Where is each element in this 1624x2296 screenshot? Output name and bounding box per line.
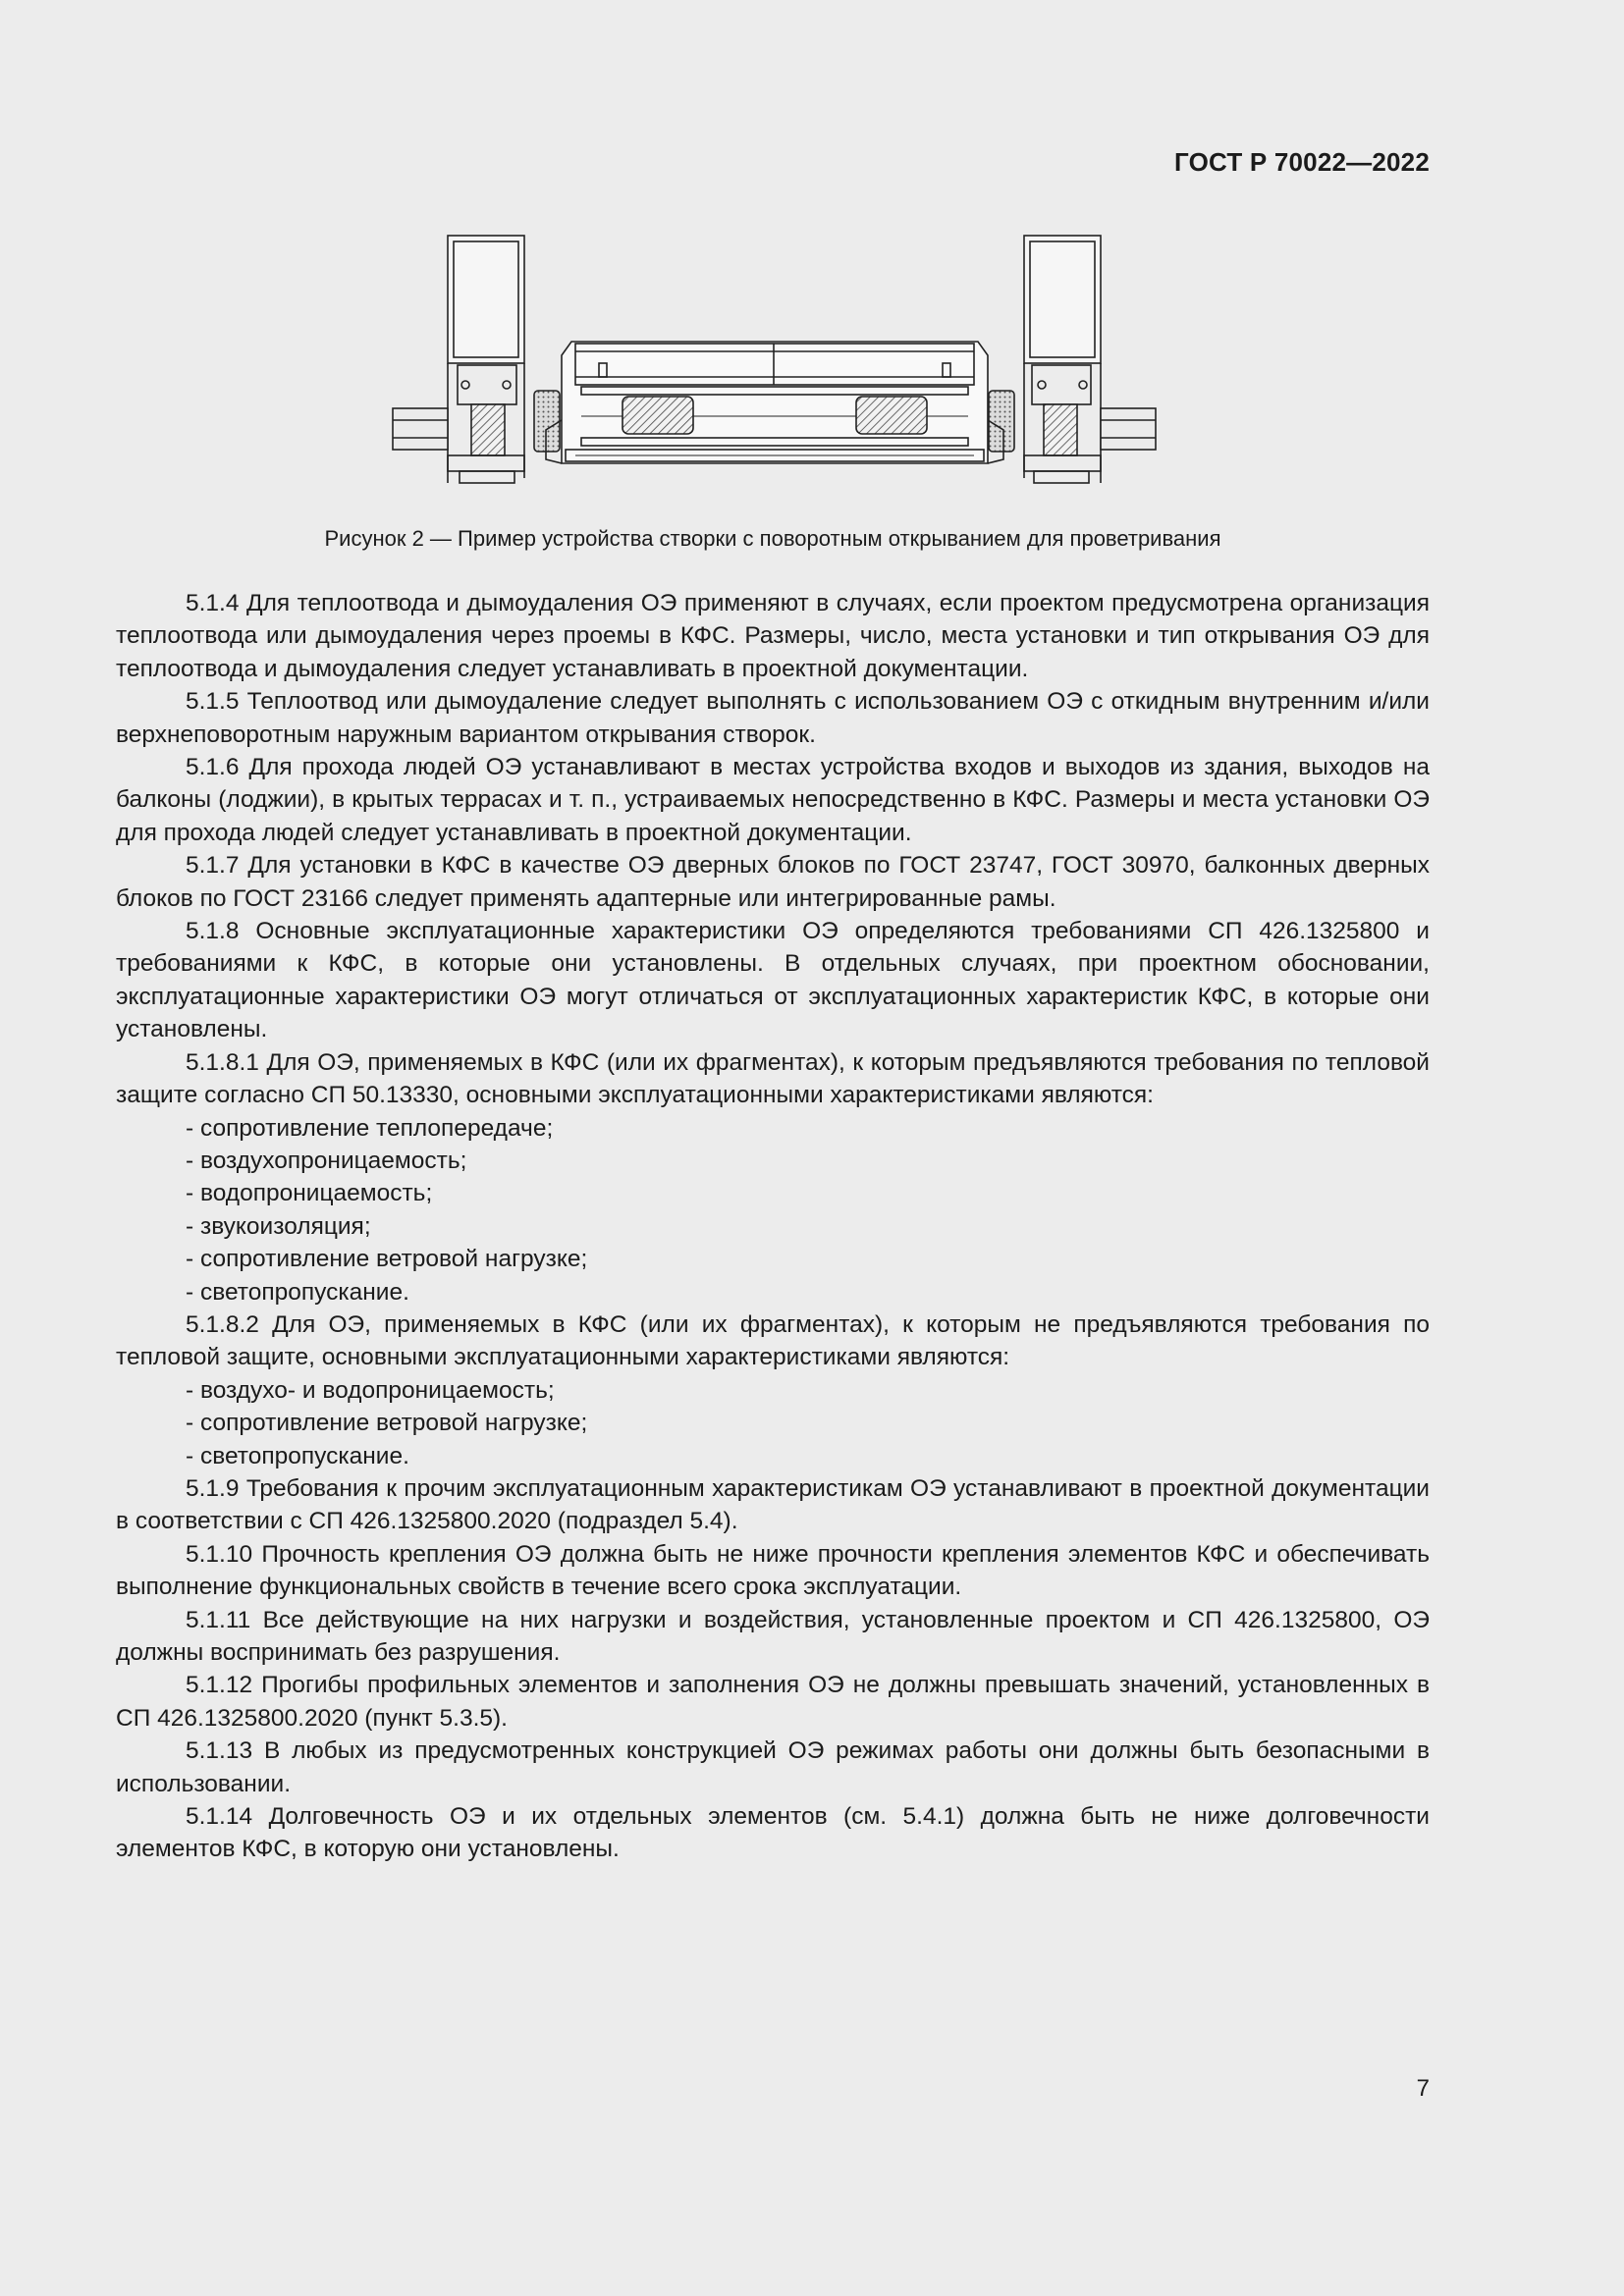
figure-caption: Рисунок 2 — Пример устройства створки с поворотным открыванием для проветривания <box>324 526 1221 551</box>
paragraph-5-1-13: 5.1.13 В любых из предусмотренных конструкцией ОЭ режимах работы они должны быть безопасными в использовании. <box>116 1737 1430 1797</box>
paragraph-5-1-12: 5.1.12 Прогибы профильных элементов и заполнения ОЭ не должны превышать значений, установленных в СП 426.1325800.2020 (пункт 5.3.5). <box>116 1672 1430 1732</box>
paragraph-5-1-4: 5.1.4 Для теплоотвода и дымоудаления ОЭ применяют в случаях, если проектом предусмотрена организация теплоотвода или дымоудаления через проемы в КФС. Размеры, число, места установки и тип открывания ОЭ для теплоотвода и дымоудаления следует устанавливать в проектной документации. <box>116 590 1430 682</box>
list-item: - водопроницаемость; <box>186 1180 433 1207</box>
document-number: ГОСТ Р 70022—2022 <box>1174 147 1430 177</box>
paragraph-5-1-5: 5.1.5 Теплоотвод или дымоудаление следует выполнять с использованием ОЭ с откидным внутренним и/или верхнеповоротным наружным вариантом открывания створок. <box>116 688 1430 748</box>
paragraph-5-1-8: 5.1.8 Основные эксплуатационные характеристики ОЭ определяются требованиями СП 426.1325800 и требованиями к КФС, в которые они установлены. В отдельных случаях, при проектном обосновании, эксплуатационные характеристики ОЭ могут отличаться от эксплуатационных характеристик КФС, в которые они установлены. <box>116 918 1430 1043</box>
list-item: - сопротивление теплопередаче; <box>186 1114 554 1142</box>
list-item: - светопропускание. <box>186 1442 409 1469</box>
paragraph-5-1-14: 5.1.14 Долговечность ОЭ и их отдельных элементов (см. 5.4.1) должна быть не ниже долговечности элементов КФС, в которую они установлены. <box>116 1803 1430 1863</box>
page-number: 7 <box>1416 2075 1430 2102</box>
list-item: - сопротивление ветровой нагрузке; <box>186 1246 588 1273</box>
list-item: - сопротивление ветровой нагрузке; <box>186 1410 588 1437</box>
paragraph-5-1-7: 5.1.7 Для установки в КФС в качестве ОЭ дверных блоков по ГОСТ 23747, ГОСТ 30970, балконных дверных блоков по ГОСТ 23166 следует применять адаптерные или интегрированные рамы. <box>116 852 1430 912</box>
right-mullion <box>1024 236 1101 483</box>
paragraph-5-1-10: 5.1.10 Прочность крепления ОЭ должна быть не ниже прочности крепления элементов КФС и обеспечивать выполнение функциональных свойств в течение всего срока эксплуатации. <box>116 1540 1430 1601</box>
figure-2-drawing <box>389 228 1160 493</box>
body-text <box>116 587 1430 1866</box>
paragraph-5-1-8-2: 5.1.8.2 Для ОЭ, применяемых в КФС (или их фрагментах), к которым не предъявляются требования по тепловой защите, основными эксплуатационными характеристиками являются: <box>116 1310 1430 1371</box>
sash-glazing-unit <box>546 342 1003 463</box>
list-item: - воздухо- и водопроницаемость; <box>186 1376 555 1404</box>
left-mullion <box>448 236 524 483</box>
list-item: - светопропускание. <box>186 1278 409 1306</box>
paragraph-5-1-11: 5.1.11 Все действующие на них нагрузки и воздействия, установленные проектом и СП 426.1325800, ОЭ должны воспринимать без разрушения. <box>116 1606 1430 1666</box>
paragraph-5-1-6: 5.1.6 Для прохода людей ОЭ устанавливают в местах устройства входов и выходов из здания, выходов на балконы (лоджии), в крытых террасах и т. п., устраиваемых непосредственно в КФС. Размеры и места установки ОЭ для прохода людей следует устанавливать в проектной документации. <box>116 754 1430 846</box>
list-item: - воздухопроницаемость; <box>186 1147 467 1174</box>
list-item: - звукоизоляция; <box>186 1212 371 1240</box>
paragraph-5-1-8-1: 5.1.8.1 Для ОЭ, применяемых в КФС (или их фрагментах), к которым предъявляются требования по тепловой защите согласно СП 50.13330, основными эксплуатационными характеристиками являются: <box>116 1048 1430 1109</box>
paragraph-5-1-9: 5.1.9 Требования к прочим эксплуатационным характеристикам ОЭ устанавливают в проектной документации в соответствии с СП 426.1325800.2020 (подраздел 5.4). <box>116 1474 1430 1535</box>
